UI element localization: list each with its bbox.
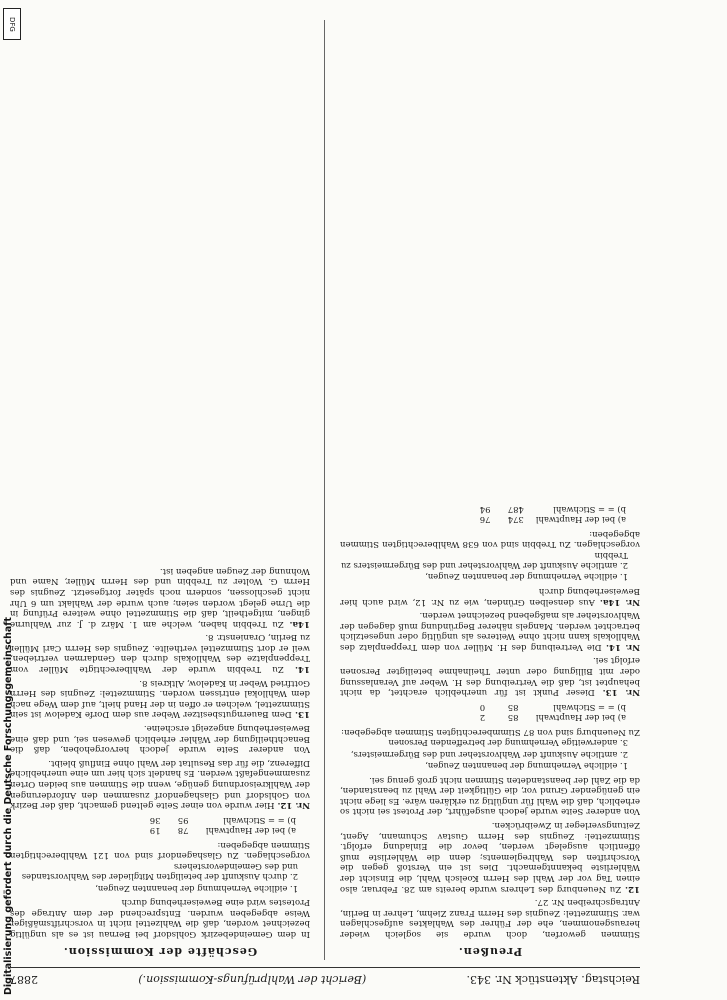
vote-count: 19 — [149, 826, 161, 837]
paragraph-number: Nr. 13. — [594, 687, 640, 698]
right-list — [10, 861, 310, 893]
vote-count: 374 — [507, 514, 524, 525]
paragraph-text: Dieser Punkt ist für unerheblich erachtet, da nicht behauptet ist, daß die Vertreibung des H. Weber auf Veranlassung oder mit Billigung oder unter Theilnahme beteiligter Personen erfolgt sei. — [340, 655, 640, 698]
vote-row — [474, 505, 626, 515]
running-header — [10, 970, 640, 990]
vote-row — [474, 515, 626, 525]
paragraph-text: Von anderer Seite wurde jedoch ausgeführt, der Protest sei nicht so erheblich, daß die Wahl für ungültig zu erklären wäre. Es liege nicht ein genügender Grund vor, die Gültigkeit der Wahl zu beanstanden, da die Zahl der beanstandeten Stimmen nicht groß genug sei. — [340, 774, 640, 817]
header-rule — [10, 967, 640, 968]
vote-count: 487 — [507, 504, 524, 515]
paragraph-text: Von anderer Seite wurde jedoch hervorgehoben, daß die Benachtheiligung der Wähler erheblich gewesen sei, und daß eine Beweiserhebung angezeigt erscheine. — [10, 723, 310, 755]
paragraph-number: Nr. 14. — [601, 641, 640, 652]
list-item: 1. eidliche Vernehmung der benannten Zeugen, — [95, 883, 298, 894]
vote-row — [474, 713, 626, 723]
paragraph — [10, 722, 310, 754]
right-vote-table — [144, 816, 296, 836]
vote-label: b) = = Stichwahl — [553, 504, 626, 515]
vote-label: b) = = Stichwahl — [223, 816, 296, 827]
list-item: 2. amtliche Auskunft der Wahlvorsteher und des Bürgermeisters zu Trebbin — [340, 550, 628, 571]
vote-count: 2 — [479, 713, 486, 724]
paragraph-text: Die Vertreibung des H. Müller von dem Treppenplatz des Wahllokals kann nicht ohne Weiteres als ungültig oder ungesetzlich betrachtet werden. Mangels näherer Begründung muß dagegen der Wahlvorsteher als maßgebend bezeichnet werden. — [340, 610, 640, 652]
vote-count: 36 — [149, 816, 161, 827]
right-vote-intro: vorgeschlagen. Zu Glashagendorf sind von 121 Wahlberechtigten Stimmen abgegeben: — [10, 839, 310, 861]
right-paragraphs — [10, 897, 310, 939]
paragraph — [340, 819, 640, 893]
right-column-title: Geschäfte der Kommission. — [62, 945, 258, 958]
list-item: 2. durch Auskunft der beteiligten Mitglieder des Wahlvorstandes und des Gemeindevorstehers — [21, 861, 298, 883]
left-list — [340, 738, 640, 771]
list-item: 1. eidliche Vernehmung der benannten Zeugen, — [425, 761, 628, 772]
paragraph-number: 14. — [283, 664, 310, 675]
column-divider — [324, 20, 325, 960]
vote-label: a) bei der Hauptwahl — [535, 514, 626, 525]
paragraph-number: 12. — [621, 883, 640, 894]
vote-row — [144, 826, 296, 836]
left-vote-intro: Zu Neuenburg sind von 87 Stimmberechtigten Stimmen abgegeben: — [341, 726, 640, 737]
header-left: Reichstag. Aktenstück Nr. 343. — [466, 973, 640, 987]
vote-count: 94 — [479, 504, 491, 515]
vote-count: 0 — [479, 703, 486, 714]
paragraph-number: Nr. 12. — [274, 800, 310, 811]
paragraph — [10, 565, 310, 629]
left-column — [340, 20, 640, 960]
left-column-title: Preußen. — [457, 945, 523, 958]
paragraph-text: Zu Trebbin wurde der Wahlberechtigte Müller vom Treppenplatze des Wahllokals durch den Gendarmen vertrieben, weil er dort Stimmzettel vertheilte. Zeugnis des Herrn Carl Müller zu Berlin, Oranienstr. 8. — [10, 632, 310, 675]
paragraph — [340, 897, 640, 939]
vote-count: 85 — [507, 713, 519, 724]
vote-label: a) bei der Hauptwahl — [205, 826, 296, 837]
left-list-2 — [340, 550, 640, 582]
paragraph-text: Zu Trebbin haben, welche am 1. März d. J. zur Wahlurne gingen, mitgetheilt, daß die Stimmzettel ohne weitere Prüfung in die Urne gelegt worden seien; auch wurde der Wahlakt um 6 Uhr nicht geschlossen, sondern noch später fortgesetzt. Zeugnis des Herrn G. Wolter zu Trebbin und des Herrn Müller, Name und Wohnung der Zeugen angeben ist. — [10, 565, 310, 629]
paragraph-number: 14a. — [283, 618, 310, 629]
left-paragraphs — [340, 774, 640, 939]
dfg-logo: DFG — [3, 8, 21, 40]
paragraph — [10, 897, 310, 939]
paragraph-text: Zu Neuenburg des Lehrers wurde bereits am 28. Februar, also einen Tag vor der Wahl des Herrn Koelsch Wahl, die Einsicht der Wählerliste bekanntgemacht. Dies ist ein Verstoß gegen die Vorschriften des Wahlreglements; denn die Wählerliste muß öffentlich ausgelegt werden, bevor die Einladung erfolgt. Stimmzettel: Zeugnis des Herrn Gustav Schumann, Agent, Zeitungsverleger in Zweibrücken. — [340, 820, 640, 894]
list-item: 1. eidliche Vernehmung der benannten Zeugen, — [425, 572, 628, 583]
right-column — [10, 20, 310, 960]
header-center: (Bericht der Wahlprüfungs-Kommission.) — [138, 973, 367, 987]
funding-note: Digitalisierung gefördert durch die Deutsche Forschungsgemeinschaft — [3, 617, 14, 995]
vote-row — [474, 703, 626, 713]
vote-row — [144, 816, 296, 826]
paragraph — [10, 632, 310, 674]
paragraph — [340, 610, 640, 652]
left-vote-table-2 — [474, 505, 626, 525]
paragraph-text: Stimmen geworfen, doch wurde sie sogleich wieder herausgenommen, ehe der Führer des Wahlaktes aufgeschlagen war. Stimmzettel: Zeugnis des Herrn Franz Ziehm, Lehrer in Berlin, Antragschreiben Nr. 27. — [340, 897, 640, 939]
list-item: 3. anderweitige Vernehmung der betreffenden Personen — [388, 738, 628, 749]
vote-label: b) = = Stichwahl — [553, 703, 626, 714]
paragraph — [340, 774, 640, 816]
vote-count: 95 — [177, 816, 189, 827]
scan-content — [10, 15, 640, 990]
paragraph-text: Hier wurde von einer Seite geltend gemacht, daß der Bezirk von Gohlsdorf und Glashagendorf zusammen den Anforderungen der Wahlkreisordnung genüge, wenn die Stimmen aus beiden Orten zusammengefaßt werden. Es handelt sich hier um eine unerhebliche Differenz, die für das Resultat der Wahl ohne Einfluß bleibt. — [10, 757, 310, 811]
left-vote-intro-2: vorgeschlagen. Zu Trebbin sind von 638 Wahlberechtigten Stimmen abgegeben: — [340, 528, 640, 550]
right-paragraphs-2 — [10, 565, 310, 810]
left-paragraphs-2 — [340, 585, 640, 697]
vote-label: a) bei der Hauptwahl — [535, 713, 626, 724]
paragraph — [340, 655, 640, 697]
paragraph-number: 13. — [291, 709, 310, 720]
vote-count: 85 — [507, 703, 519, 714]
vote-count: 76 — [479, 514, 491, 525]
paragraph-number: Nr. 14a. — [594, 596, 640, 607]
vote-count: 78 — [177, 826, 189, 837]
paragraph-text: Dem Bauerngutsbesitzer Weber aus dem Dorfe Kadelow ist sein Stimmzettel, welchen er offen in der Hand hielt, auf dem Wege nach dem Wahllokal entrissen worden. Stimmzettel: Zeugnis des Herrn Gottfried Weber in Kadelow, Altkreis 8. — [10, 677, 310, 720]
left-vote-table — [474, 703, 626, 723]
paragraph — [10, 757, 310, 810]
paragraph — [340, 585, 640, 606]
paragraph — [10, 677, 310, 719]
list-item: 2. amtliche Auskunft der Wahlvorsteher und des Bürgermeisters, — [350, 749, 628, 760]
page-number: 2887 — [10, 973, 39, 987]
paragraph-text: In dem Gemeindebezirk Gohlsdorf bei Bernau ist es als ungültig bezeichnet worden, daß die Wahlzettel nicht in vorschriftsmäßiger Weise abgegeben wurden. Entsprechend der dem Antrage des Protestes wird eine Beweiserhebung durch — [10, 897, 310, 939]
paragraph-text: Aus denselben Gründen, wie zu Nr. 12, wird auch hier Beweiserhebung durch — [340, 585, 640, 607]
